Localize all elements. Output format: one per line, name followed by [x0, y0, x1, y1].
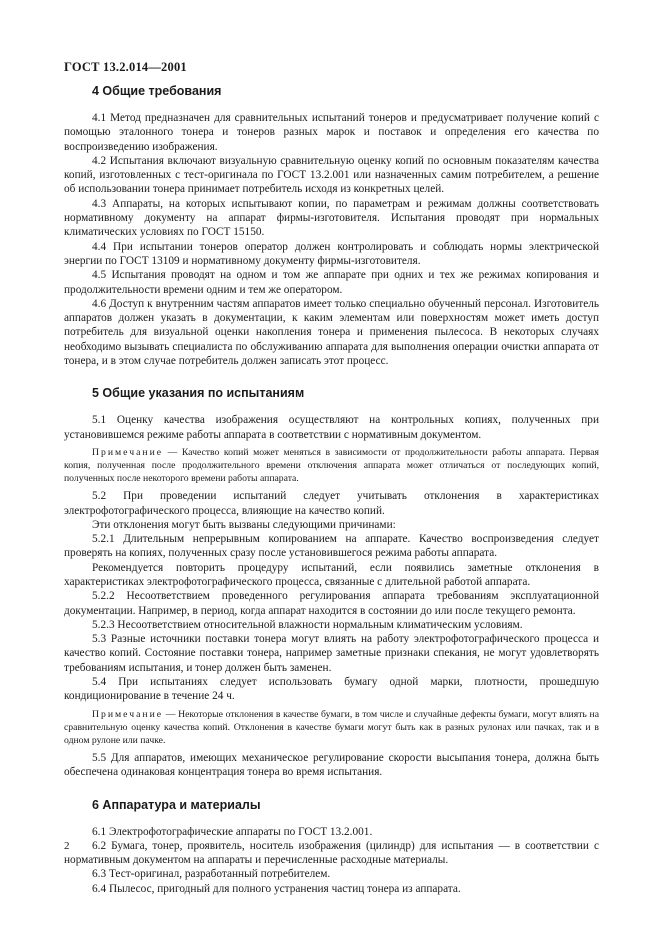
note-label: Примечание	[92, 446, 164, 458]
paragraph: 5.2 При проведении испытаний следует учитывать отклонения в характеристиках электрофотографического процесса, влияющие на качество копий.	[64, 490, 599, 517]
paragraph: 4.3 Аппараты, на которых испытывают копии, по параметрам и режимам должны соответствовать нормативному документу на аппарат фирмы-изготовителя. Испытания проводят при нормальных климатических условиях по ГОСТ 15150.	[64, 197, 599, 239]
paragraph: 5.3 Разные источники поставки тонера могут влиять на работу электрофотографического процесса и качество копий. Состояние поставки тонера, например заметные признаки спекания, не могут удовлетворять требованиям испытания, и тонер должен быть заменен.	[64, 633, 599, 674]
paragraph: 5.4 При испытаниях следует использовать бумагу одной марки, плотности, прошедшую кондиционирование в течение 24 ч.	[64, 676, 599, 703]
document-code: ГОСТ 13.2.014—2001	[64, 60, 187, 74]
paragraph: 6.2 Бумага, тонер, проявитель, носитель изображения (цилиндр) для испытания — в соответствии с нормативным документом на аппараты и перечисленные расходные материалы.	[64, 839, 599, 867]
paragraph: 4.1 Метод предназначен для сравнительных испытаний тонеров и предусматривает получение копий с помощью эталонного тонера и тонеров разных марок и поставок и определения его качества по воспроизведению изображения.	[64, 112, 599, 153]
section-testing-guidelines	[64, 386, 599, 779]
paragraph: 6.1 Электрофотографические аппараты по ГОСТ 13.2.001.	[92, 825, 373, 838]
paragraph: 5.2.3 Несоответствием относительной влажности нормальным климатическим условиям.	[92, 618, 523, 631]
paragraph: 4.5 Испытания проводят на одном и том же аппарате при одних и тех же режимах копирования и продолжительности времени одним и тем же оператором.	[64, 269, 599, 296]
section-equipment-materials	[64, 798, 599, 896]
paragraph: Рекомендуется повторить процедуру испытаний, если появились заметные отклонения в характеристиках электрофотографического процесса, связанные с длительной работой аппарата.	[64, 561, 599, 588]
section-title: 6 Аппаратура и материалы	[92, 797, 261, 812]
note	[64, 708, 599, 747]
paragraph: 4.6 Доступ к внутренним частям аппаратов имеет только специально обученный персонал. Изготовитель аппаратов должен указать в документации, к каким элементам или поверхностям может иметь доступ потребитель для визуальной оценки накопления тонера и применения пылесоса. В некоторых случаях необходимо вызывать специалиста по обслуживанию аппарата для выполнения операции очистки аппарата от тонера, и в этом случае потребитель должен записать этот процесс.	[64, 297, 599, 368]
paragraph: 5.2.1 Длительным непрерывным копированием на аппарате. Качество воспроизведения следует проверять на копиях, полученных сразу после установившегося режима работы аппарата.	[64, 533, 599, 560]
paragraph: 4.4 При испытании тонеров оператор должен контролировать и соблюдать нормы электрической энергии по ГОСТ 13109 и нормативному документу фирмы-изготовителя.	[64, 240, 599, 267]
page-number: 2	[64, 840, 70, 852]
document-body	[64, 84, 599, 914]
note-text: — Некоторые отклонения в качестве бумаги, в том числе и случайные дефекты бумаги, могут влиять на сравнительную оценку качества копий. Отклонения в качестве бумаги могут быть как в разных рулонах или пачках, так и в одном рулоне или пачке.	[64, 708, 599, 746]
note	[64, 446, 599, 485]
section-title: 5 Общие указания по испытаниям	[92, 386, 305, 401]
paragraph: Эти отклонения могут быть вызваны следующими причинами:	[92, 518, 396, 531]
paragraph: 6.3 Тест-оригинал, разработанный потребителем.	[92, 868, 331, 881]
paragraph: 5.1 Оценку качества изображения осуществляют на контрольных копиях, полученных при установившемся режиме работы аппарата в соответствии с нормативным документом.	[64, 414, 599, 441]
section-general-requirements	[64, 84, 599, 368]
paragraph: 4.2 Испытания включают визуальную сравнительную оценку копий по основным показателям качества копий, изготовленных с тест-оригинала по ГОСТ 13.2.001 или назначенных самим потребителем, а решение об использовании тонера принимает потребитель исходя из конкретных целей.	[64, 154, 599, 196]
note-label: Примечание	[92, 708, 164, 720]
paragraph: 5.2.2 Несоответствием проведенного регулирования аппарата требованиям эксплуатационной документации. Например, в период, когда аппарат находится в состоянии до или после текущего ремонта.	[64, 590, 599, 617]
paragraph: 5.5 Для аппаратов, имеющих механическое регулирование скорости высыпания тонера, должна быть обеспечена одинаковая концентрация тонера во время испытания.	[64, 751, 599, 779]
paragraph: 6.4 Пылесос, пригодный для полного устранения частиц тонера из аппарата.	[92, 882, 461, 895]
section-title: 4 Общие требования	[92, 84, 222, 98]
note-text: — Качество копий может меняться в зависимости от продолжительности работы аппарата. Первая копия, полученная после продолжительного времени отключения аппарата может отличаться от последующих копий, полученных после некоторого времени работы аппарата.	[64, 446, 599, 485]
